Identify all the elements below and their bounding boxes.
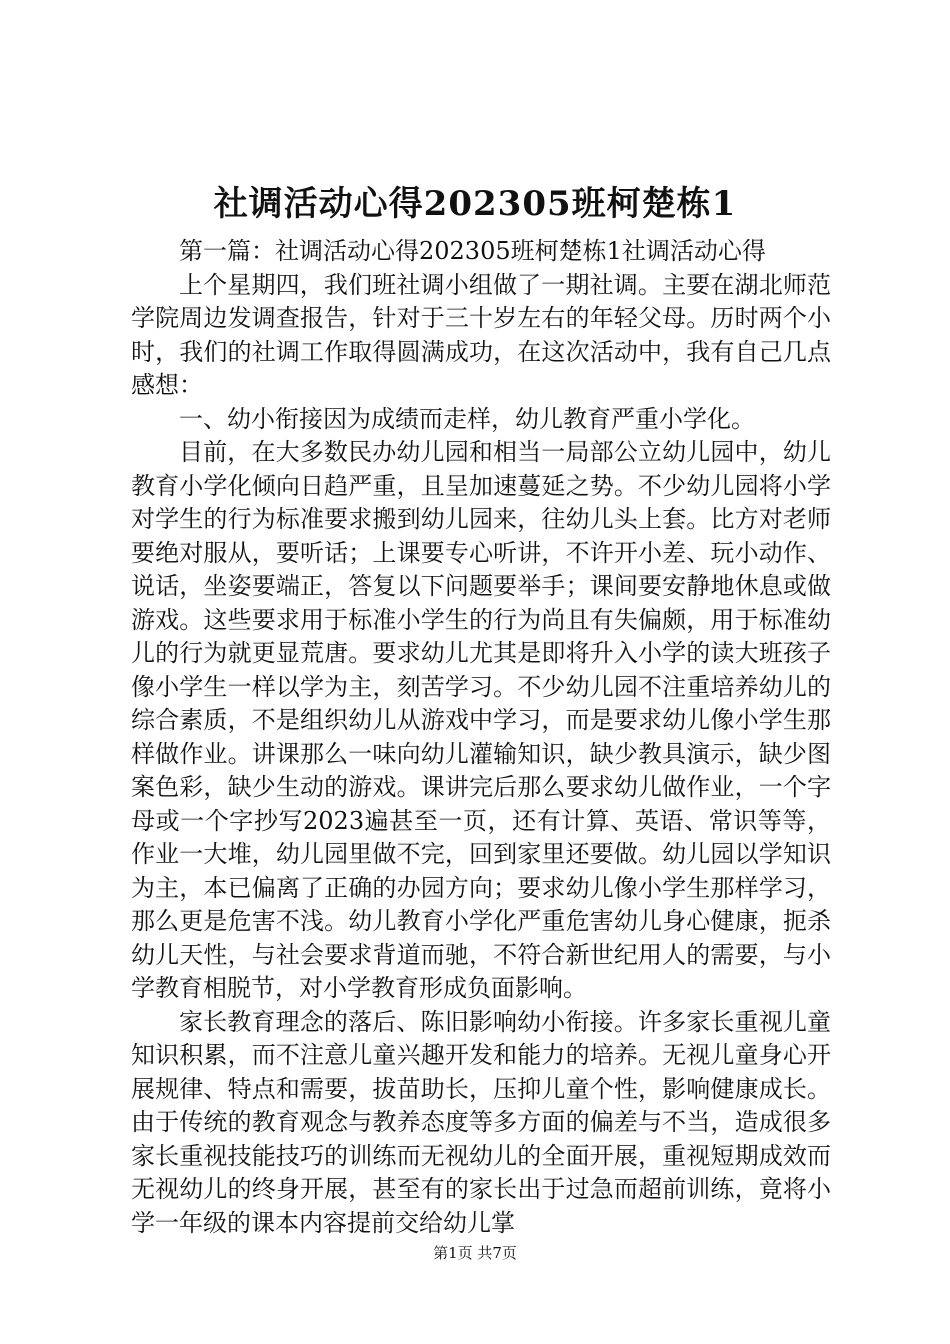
paragraph-kindergarten-issue: 目前，在大多数民办幼儿园和相当一局部公立幼儿园中，幼儿教育小学化倾向日趋严重，且呈加速蔓延之势。不少幼儿园将小学对学生的行为标准要求搬到幼儿园来，往幼儿头上套。比方对老师要绝对服从，要听话；上课要专心听讲，不许开小差、玩小动作、说话，坐姿要端正，答复以下问题要举手；课间要安静地休息或做游戏。这些要求用于标准小学生的行为尚且有失偏颇，用于标准幼儿的行为就更显荒唐。要求幼儿尤其是即将升入小学的读大班孩子像小学生一样以学为主，刻苦学习。不少幼儿园不注重培养幼儿的综合素质，不是组织幼儿从游戏中学习，而是要求幼儿像小学生那样做作业。讲课那么一味向幼儿灌输知识，缺少教具演示，缺少图案色彩，缺少生动的游戏。课讲完后那么要求幼儿做作业，一个字母或一个字抄写2023遍甚至一页，还有计算、英语、常识等等，作业一大堆，幼儿园里做不完，回到家里还要做。幼儿园以学知识为主，本已偏离了正确的办园方向；要求幼儿像小学生那样学习，那么更是危害不浅。幼儿教育小学化严重危害幼儿身心健康，扼杀幼儿天性，与社会要求背道而驰，不符合新世纪用人的需要，与小学教育相脱节，对小学教育形成负面影响。: [131, 438, 831, 1002]
paragraph-section-one-heading: 一、幼小衔接因为成绩而走样，幼儿教育严重小学化。: [179, 404, 755, 433]
page-number-footer: 第1页 共7页: [433, 1244, 517, 1262]
paragraph-parent-education: 家长教育理念的落后、陈旧影响幼小衔接。许多家长重视儿童知识积累，而不注意儿童兴趣开发和能力的培养。无视儿童身心开展规律、特点和需要，拔苗助长，压抑儿童个性，影响健康成长。由于传统的教育观念与教养态度等多方面的偏差与不当，造成很多家长重视技能技巧的训练而无视幼儿的全面开展，重视短期成效而无视幼儿的终身开展，甚至有的家长出于过急而超前训练，竟将小学一年级的课本内容提前交给幼儿掌: [131, 1007, 831, 1237]
document-title: 社调活动心得202305班柯楚栋1: [213, 184, 737, 224]
paragraph-chapter-heading: 第一篇：社调活动心得202305班柯楚栋1社调活动心得: [179, 237, 766, 265]
paragraph-intro: 上个星期四，我们班社调小组做了一期社调。主要在湖北师范学院周边发调查报告，针对于三十岁左右的年轻父母。历时两个小时，我们的社调工作取得圆满成功，在这次活动中，我有自己几点感想：: [131, 270, 831, 399]
document-body: [131, 235, 831, 1240]
